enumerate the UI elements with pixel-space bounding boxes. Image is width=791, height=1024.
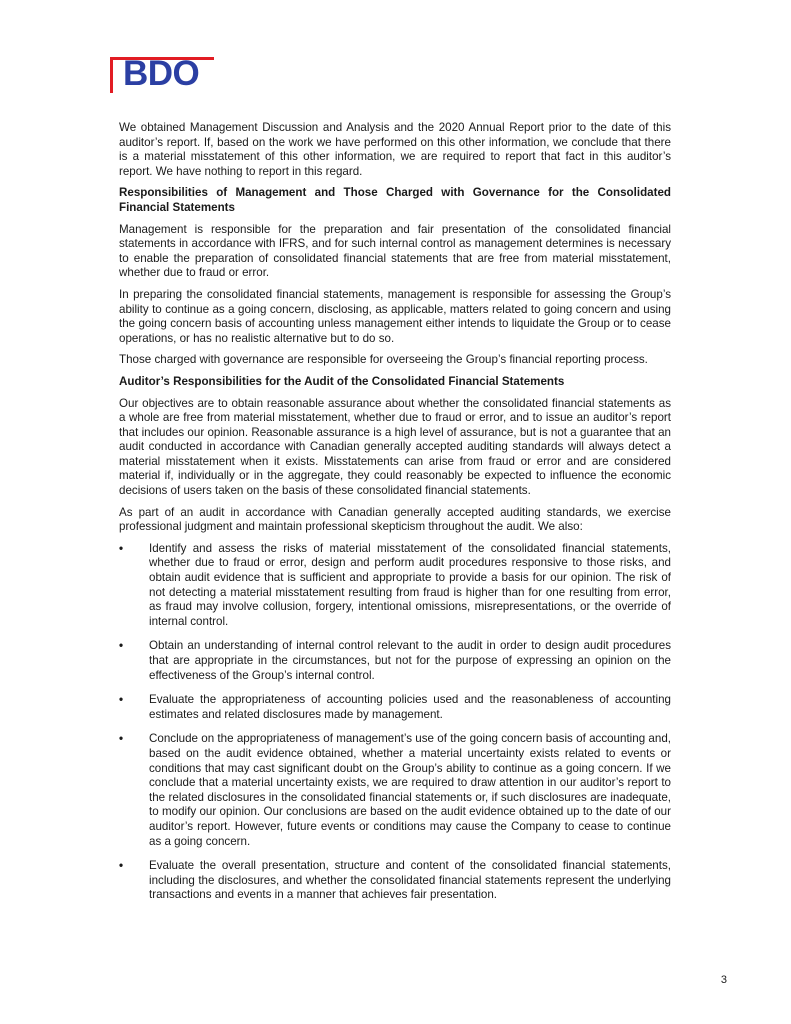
logo-accent-bar-left <box>110 57 113 93</box>
paragraph: In preparing the consolidated financial statements, management is responsible for assessing the Group’s ability to continue as a going concern, disclosing, as applicable, matters related to going concern and using the going concern basis of accounting unless management either intends to liquidate the Group or to cease operations, or has no realistic alternative but to do so. <box>119 287 671 345</box>
bullet-icon: • <box>119 859 124 873</box>
bdo-logo <box>110 54 214 93</box>
paragraph: Management is responsible for the preparation and fair presentation of the consolidated financial statements in accordance with IFRS, and for such internal control as management determines is necessary to enable the preparation of consolidated financial statements that are free from material misstatement, whether due to fraud or error. <box>119 222 671 280</box>
bullet-icon: • <box>119 639 124 653</box>
paragraph-other-information: We obtained Management Discussion and Analysis and the 2020 Annual Report prior to the date of this auditor’s report. If, based on the work we have performed on this other information, we conclude that there is a material misstatement of this other information, we are required to report that fact in this auditor’s report. We have nothing to report in this regard. <box>119 121 671 178</box>
section-heading-management-responsibilities: Responsibilities of Management and Those Charged with Governance for the Consolidated Financial Statements <box>119 186 671 214</box>
section-heading-auditor-responsibilities: Auditor’s Responsibilities for the Audit of the Consolidated Financial Statements <box>119 374 565 388</box>
list-item <box>119 732 671 849</box>
report-body <box>119 121 671 913</box>
page-number: 3 <box>720 974 727 986</box>
list-item-text: Conclude on the appropriateness of management’s use of the going concern basis of accounting and, based on the audit evidence obtained, whether a material uncertainty exists related to events or conditions that may cast significant doubt on the Group’s ability to continue as a going concern. If we conclude that a material uncertainty exists, we are required to draw attention in our auditor’s report to the related disclosures in the consolidated financial statements or, if such disclosures are inadequate, to modify our opinion. Our conclusions are based on the audit evidence obtained up to the date of our auditor’s report. However, future events or conditions may cause the Company to cease to continue as a going concern. <box>149 732 671 848</box>
list-item-text: Identify and assess the risks of material misstatement of the consolidated financial statements, whether due to fraud or error, design and perform audit procedures responsive to those risks, and obtain audit evidence that is sufficient and appropriate to provide a basis for our opinion. The risk of not detecting a material misstatement resulting from fraud is higher than for one resulting from error, as fraud may involve collusion, forgery, intentional omissions, misrepresentations, or the override of internal control. <box>149 541 671 628</box>
paragraph: As part of an audit in accordance with Canadian generally accepted auditing standards, we exercise professional judgment and maintain professional skepticism throughout the audit. We also: <box>119 505 671 534</box>
list-item-text: Evaluate the appropriateness of accounting policies used and the reasonableness of accounting estimates and related disclosures made by management. <box>149 693 671 721</box>
list-item-text: Evaluate the overall presentation, structure and content of the consolidated financial statements, including the disclosures, and whether the consolidated financial statements represent the underlying transactions and events in a manner that achieves fair presentation. <box>149 859 671 902</box>
paragraph: Our objectives are to obtain reasonable assurance about whether the consolidated financial statements as a whole are free from material misstatement, whether due to fraud or error, and to issue an auditor’s report that includes our opinion. Reasonable assurance is a high level of assurance, but is not a guarantee that an audit conducted in accordance with Canadian generally accepted auditing standards will always detect a material misstatement when it exists. Misstatements can arise from fraud or error and are considered material if, individually or in the aggregate, they could reasonably be expected to influence the economic decisions of users taken on the basis of these consolidated financial statements. <box>119 396 671 498</box>
list-item <box>119 693 671 722</box>
bullet-icon: • <box>119 541 124 555</box>
auditor-procedures-list <box>119 542 671 903</box>
list-item-text: Obtain an understanding of internal control relevant to the audit in order to design audit procedures that are appropriate in the circumstances, but not for the purpose of expressing an opinion on the effectiveness of the Group’s internal control. <box>149 639 671 682</box>
bullet-icon: • <box>119 732 124 746</box>
list-item <box>119 859 671 903</box>
list-item <box>119 542 671 630</box>
list-item <box>119 639 671 683</box>
bullet-icon: • <box>119 693 124 707</box>
paragraph: Those charged with governance are responsible for overseeing the Group’s financial reporting process. <box>119 353 648 367</box>
logo-text: BDO <box>123 54 200 93</box>
